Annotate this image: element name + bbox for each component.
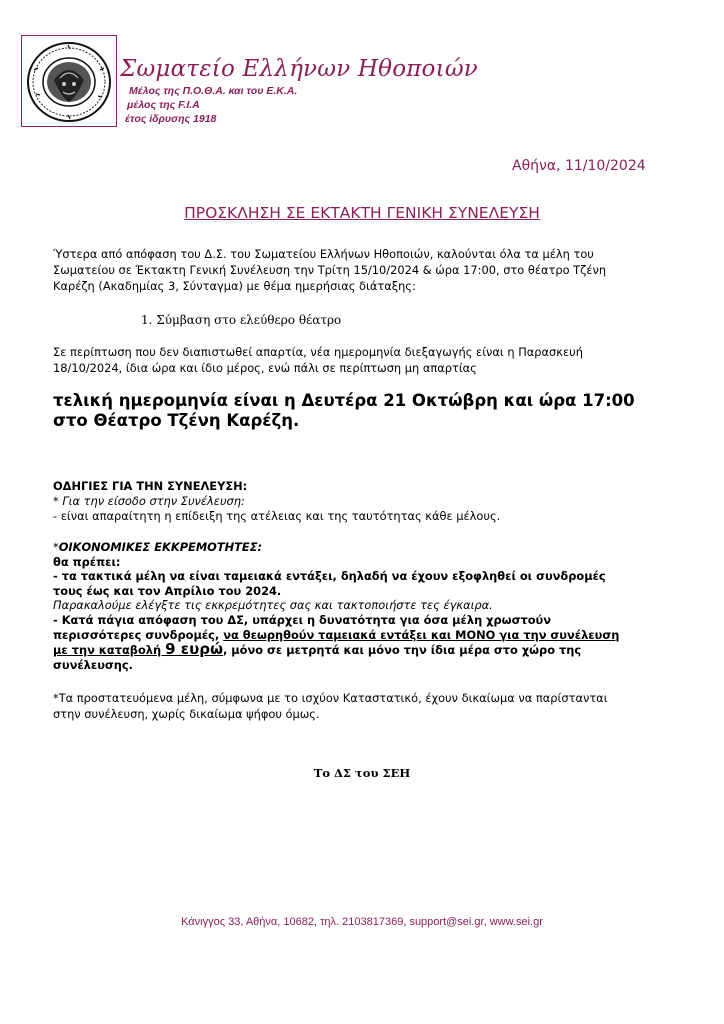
rule-1-line: - τα τακτικά μέλη να είναι ταμειακά εντάξει, δηλαδή να έχουν εξοφληθεί οι συνδρομές xyxy=(53,569,606,584)
intro-line: Ύστερα από απόφαση του Δ.Σ. του Σωματείου Ελλήνων Ηθοποιών, καλούνται όλα τα μέλη του xyxy=(53,247,594,261)
entry-label: * Για την είσοδο στην Συνέλευση: xyxy=(53,494,245,508)
rule-1-line: τους έως και τον Απρίλιο του 2024. xyxy=(53,583,282,598)
payment-rest: , μόνο σε μετρητά και μόνο την ίδια μέρα στο χώρο της xyxy=(223,643,582,658)
heading-asterisk: * xyxy=(53,540,59,554)
seal-emblem-icon xyxy=(24,40,114,124)
intro-line: Σωματείου σε Έκτακτη Γενική Συνέλευση την Τρίτη 15/10/2024 & ώρα 17:00, στο θέατρο Τζένη xyxy=(53,263,607,277)
request-line: Παρακαλούμε ελέγξτε τις εκκρεμότητες σας και τακτοποιήστε τες έγκαιρα. xyxy=(53,598,493,613)
rule-2-underlined: να θεωρηθούν ταμειακά εντάξει και ΜΟΝΟ για την συνέλευση xyxy=(223,627,620,642)
payment-underlined: με την καταβολή xyxy=(53,643,166,658)
instructions-section xyxy=(53,479,500,524)
membership-line-1: Μέλος της Π.Ο.Θ.Α. και του Ε.Κ.Α. xyxy=(129,85,298,97)
rule-2-line xyxy=(53,642,619,658)
founded-line: έτος ίδρυσης 1918 xyxy=(125,113,217,125)
financial-heading-text: ΟΙΚΟΝΟΜΙΚΕΣ ΕΚΚΡΕΜΟΤΗΤΕΣ: xyxy=(58,540,263,554)
final-date-paragraph xyxy=(53,391,635,431)
quorum-line: 18/10/2024, ίδια ώρα και ίδιο μέρος, ενώ πάλι σε περίπτωση μη απαρτίας xyxy=(53,361,477,375)
must-label: θα πρέπει: xyxy=(53,554,121,569)
rule-2-line: - Κατά πάγια απόφαση του ΔΣ, υπάρχει η δυνατότητα για όσα μέλη χρωστούν xyxy=(53,612,551,627)
rule-2-line: συνέλευσης. xyxy=(53,657,133,672)
entry-text: - είναι απαραίτητη η επίδειξη της ατέλειας και της ταυτότητας κάθε μέλους. xyxy=(53,509,501,523)
intro-paragraph xyxy=(53,246,606,294)
quorum-line: Σε περίπτωση που δεν διαπιστωθεί απαρτία, νέα ημερομηνία διεξαγωγής είναι η Παρασκευή xyxy=(53,345,583,359)
protected-members-paragraph xyxy=(53,690,608,722)
intro-line: Καρέζη (Ακαδημίας 3, Σύνταγμα) με θέμα ημερήσιας διάταξης: xyxy=(53,279,416,293)
financial-section xyxy=(53,540,619,672)
document-title: ΠΡΟΣΚΛΗΣΗ ΣΕ ΕΚΤΑΚΤΗ ΓΕΝΙΚΗ ΣΥΝΕΛΕΥΣΗ xyxy=(184,204,540,222)
final-date-line: τελική ημερομηνία είναι η Δευτέρα 21 Οκτώβρη και ώρα 17:00 xyxy=(53,391,635,410)
rule-2-plain: περισσότερες συνδρομές, xyxy=(53,627,224,642)
quorum-paragraph xyxy=(53,344,583,376)
organization-name: Σωματείο Ελλήνων Ηθοποιών xyxy=(120,56,478,82)
final-date-line: στο Θέατρο Τζένη Καρέζη. xyxy=(53,411,300,430)
membership-line-2: μέλος της F.I.A xyxy=(127,99,200,111)
logo-frame xyxy=(21,35,117,127)
financial-heading xyxy=(53,540,619,555)
agenda-item: 1. Σύμβαση στο ελεύθερο θέατρο xyxy=(141,313,342,327)
payment-amount: 9 ευρώ xyxy=(165,640,223,659)
protected-line: στην συνέλευση, χωρίς δικαίωμα ψήφου όμως. xyxy=(53,707,320,721)
protected-line: *Τα προστατευόμενα μέλη, σύμφωνα με το ισχύον Καταστατικό, έχουν δικαίωμα να παρίστανται xyxy=(53,691,608,705)
signature: Το ΔΣ του ΣΕΗ xyxy=(313,766,411,780)
document-date: Αθήνα, 11/10/2024 xyxy=(512,158,646,174)
instructions-heading: ΟΔΗΓΙΕΣ ΓΙΑ ΤΗΝ ΣΥΝΕΛΕΥΣΗ: xyxy=(53,479,248,493)
rule-2-line xyxy=(53,628,619,643)
footer-contact: Κάνιγγος 33, Αθήνα, 10682, τηλ. 2103817369, support@sei.gr, www.sei.gr xyxy=(181,916,543,928)
